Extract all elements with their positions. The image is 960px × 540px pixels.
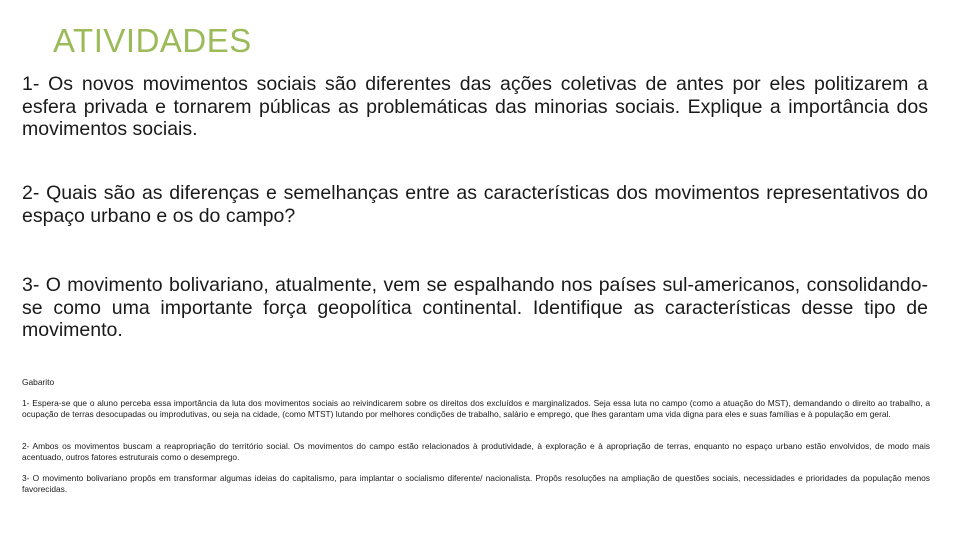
answer-key-label: Gabarito [22, 377, 55, 387]
question-1: 1- Os novos movimentos sociais são diferentes das ações coletivas de antes por eles politizarem a esfera privada e tornarem públicas as problemáticas das minorias sociais. Explique a importância dos movimentos sociais. [22, 73, 928, 140]
answer-2: 2- Ambos os movimentos buscam a reapropriação do território social. Os movimentos do campo estão relacionados à produtividade, à exploração e à apropriação de terras, enquanto no espaço urbano estão envolvidos, de modo mais acentuado, outros fatores estruturais como o desemprego. [22, 441, 930, 463]
page-title: ATIVIDADES [53, 22, 252, 59]
question-3: 3- O movimento bolivariano, atualmente, vem se espalhando nos países sul-americanos, consolidando-se como uma importante força geopolítica continental. Identifique as características desse tipo de movimento. [22, 274, 928, 341]
answer-3: 3- O movimento bolivariano propôs em transformar algumas ideias do capitalismo, para implantar o socialismo diferente/ nacionalista. Propôs resoluções na ampliação de questões sociais, necessidades e prioridades da população menos favorecidas. [22, 473, 930, 495]
answer-1: 1- Espera-se que o aluno perceba essa importância da luta dos movimentos sociais ao reivindicarem sobre os direitos dos excluídos e marginalizados. Seja essa luta no campo (como a atuação do MST), demandando o direito ao trabalho, a ocupação de terras desocupadas ou improdutivas, ou seja na cidade, (como MTST) lutando por melhores condições de trabalho, salário e emprego, que lhes garantam uma vida digna para eles e suas famílias e à população em geral. [22, 398, 930, 420]
question-2: 2- Quais são as diferenças e semelhanças entre as características dos movimentos representativos do espaço urbano e os do campo? [22, 182, 928, 227]
